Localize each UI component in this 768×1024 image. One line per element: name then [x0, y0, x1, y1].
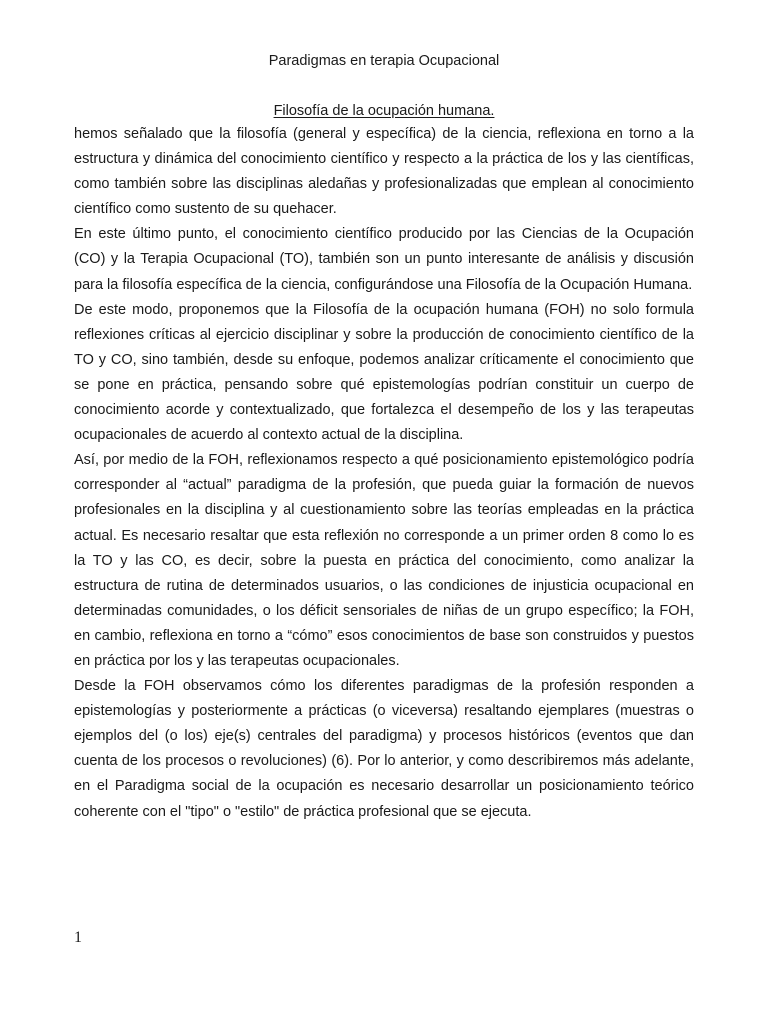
paragraph: Así, por medio de la FOH, reflexionamos respecto a qué posicionamiento epistemológico podría corresponder al “actual” paradigma de la profesión, que pueda guiar la formación de nuevos profesionales en la disciplina y al cuestionamiento sobre las teorías empleadas en la práctica actual. Es necesario resaltar que esta reflexión no corresponde a un primer orden 8 como lo es la TO y las CO, es decir, sobre la puesta en práctica del conocimiento, como analizar la estructura de rutina de determinados usuarios, o las condiciones de injusticia ocupacional en determinadas comunidades, o los déficit sensoriales de niñas de un grupo específico; la FOH, en cambio, reflexiona en torno a “cómo” esos conocimientos de base son construidos y puestos en práctica por los y las terapeutas ocupacionales.	[74, 452, 694, 669]
paragraph: hemos señalado que la filosofía (general y específica) de la ciencia, reflexiona en torno a la estructura y dinámica del conocimiento científico y respecto a la práctica de los y las científicas, como también sobre las disciplinas aledañas y profesionalizadas que emplean al conocimiento científico como sustento de su quehacer.	[74, 126, 694, 218]
paragraph: De este modo, proponemos que la Filosofía de la ocupación humana (FOH) no solo formula reflexiones críticas al ejercicio disciplinar y sobre la producción de conocimiento científico de la TO y CO, sino también, desde su enfoque, podemos analizar críticamente el conocimiento que se pone en práctica, pensando sobre qué epistemologías podrían constituir un cuerpo de conocimiento acorde y contextualizado, que fortalezca el desempeño de los y las terapeutas ocupacionales de acuerdo al contexto actual de la disciplina.	[74, 301, 694, 444]
page-number: 1	[74, 929, 82, 946]
document-title: Paradigmas en terapia Ocupacional	[268, 53, 500, 69]
paragraph: Desde la FOH observamos cómo los diferentes paradigmas de la profesión responden a epistemologías y posteriormente a prácticas (o viceversa) resaltando ejemplares (muestras o ejemplos del (o los) eje(s) centrales del paradigma) y procesos históricos (eventos que dan cuenta de los procesos o revoluciones) (6). Por lo anterior, y como describiremos más adelante, en el Paradigma social de la ocupación es necesario desarrollar un posicionamiento teórico coherente con el "tipo" o "estilo" de práctica profesional que se ejecuta.	[74, 678, 694, 820]
body-text	[74, 122, 694, 825]
paragraph: En este último punto, el conocimiento científico producido por las Ciencias de la Ocupación (CO) y la Terapia Ocupacional (TO), también son un punto interesante de análisis y discusión para la filosofía específica de la ciencia, configurándose una Filosofía de la Ocupación Humana.	[74, 226, 694, 293]
section-heading: Filosofía de la ocupación humana.	[273, 103, 495, 119]
